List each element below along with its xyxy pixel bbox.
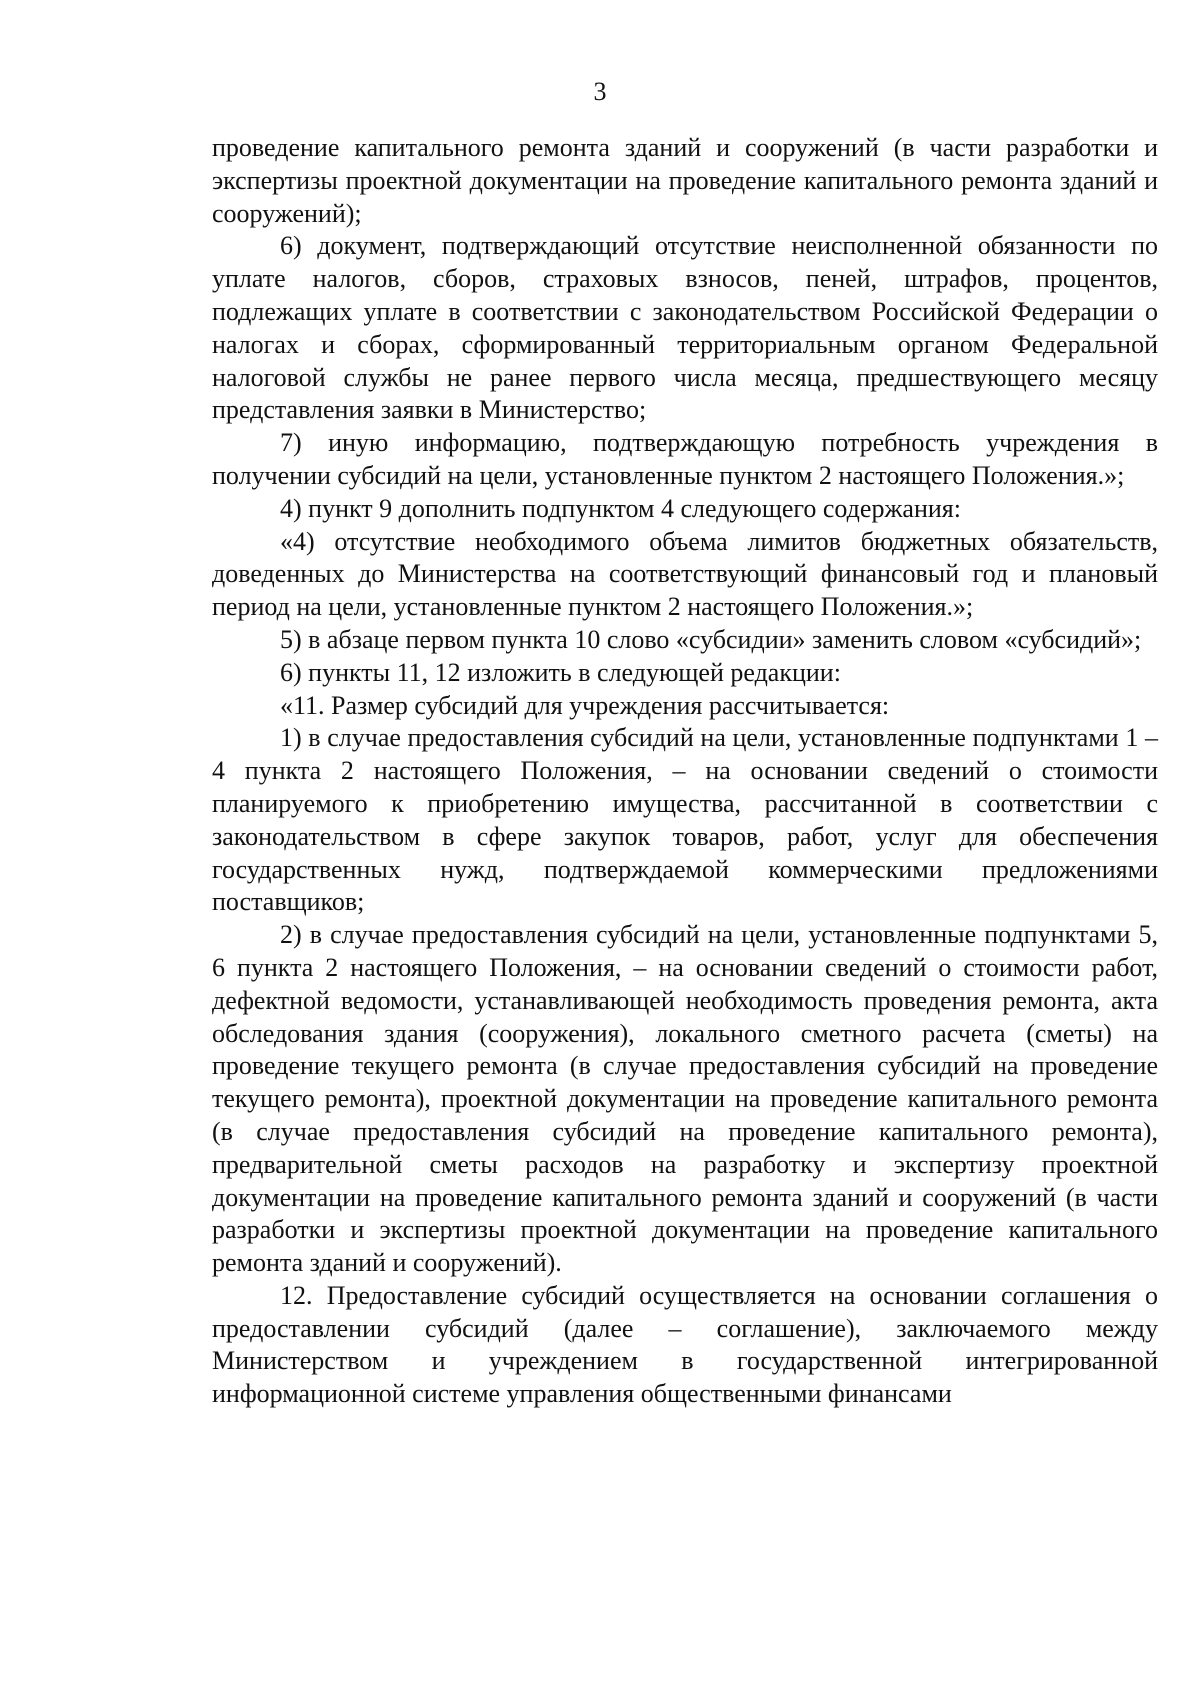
paragraph-amendment-6: 6) пункты 11, 12 изложить в следующей редакции: — [280, 657, 841, 687]
paragraph-clause-11-item-2: 2) в случае предоставления субсидий на цели, установленные подпунктами 5, 6 пункта 2 настоящего Положения, – на основании сведений о стоимости работ, дефектной ведомости, устанавливающей необходимость проведения ремонта, акта обследования здания (сооружения), локального сметного расчета (сметы) на проведение текущего ремонта (в случае предоставления субсидий на проведение текущего ремонта), проектной документации на проведение капитального ремонта (в случае предоставления субсидий на проведение капитального ремонта), предварительной сметы расходов на разработку и экспертизу проектной документации на проведение капитального ремонта зданий и сооружений (в части разработки и экспертизы проектной документации на проведение капитального ремонта зданий и сооружений). — [212, 920, 1158, 1278]
paragraph-subitem-4: «4) отсутствие необходимого объема лимитов бюджетных обязательств, доведенных до Министерства на соответствующий финансовый год и плановый период на цели, установленные пунктом 2 настоящего Положения.»; — [212, 526, 1158, 622]
paragraph-continuation: проведение капитального ремонта зданий и сооружений (в части разработки и экспертизы проектной документации на проведение капитального ремонта зданий и сооружений); — [212, 133, 1158, 228]
page-number: 3 — [593, 77, 607, 106]
paragraph-clause-11-item-1: 1) в случае предоставления субсидий на цели, установленные подпунктами 1 – 4 пункта 2 настоящего Положения, – на основании сведений о стоимости планируемого к приобретению имущества, рассчитанной в соответствии с законодательством в сфере закупок товаров, работ, услуг для обеспечения государственных нужд, подтверждаемой коммерческими предложениями поставщиков; — [212, 723, 1158, 917]
paragraph-item-7-information: 7) иную информацию, подтверждающую потребность учреждения в получении субсидий на цели, установленные пунктом 2 настоящего Положения.»; — [212, 428, 1158, 490]
paragraph-item-6-document: 6) документ, подтверждающий отсутствие неисполненной обязанности по уплате налогов, сборов, страховых взносов, пеней, штрафов, процентов, подлежащих уплате в соответствии с законодательством Российской Федерации о налогах и сборах, сформированный территориальным органом Федеральной налоговой службы не ранее первого числа месяца, предшествующего месяцу представления заявки в Министерство; — [212, 231, 1158, 425]
document-body — [212, 132, 1158, 1411]
paragraph-clause-12: 12. Предоставление субсидий осуществляется на основании соглашения о предоставлении субсидий (далее – соглашение), заключаемого между Министерством и учреждением в государственной интегрированной информационной системе управления общественными финансами — [212, 1280, 1158, 1409]
paragraph-clause-11: «11. Размер субсидий для учреждения рассчитывается: — [280, 690, 890, 720]
paragraph-amendment-5: 5) в абзаце первом пункта 10 слово «субсидии» заменить словом «субсидий»; — [280, 624, 1142, 654]
paragraph-amendment-4: 4) пункт 9 дополнить подпунктом 4 следующего содержания: — [280, 493, 961, 523]
